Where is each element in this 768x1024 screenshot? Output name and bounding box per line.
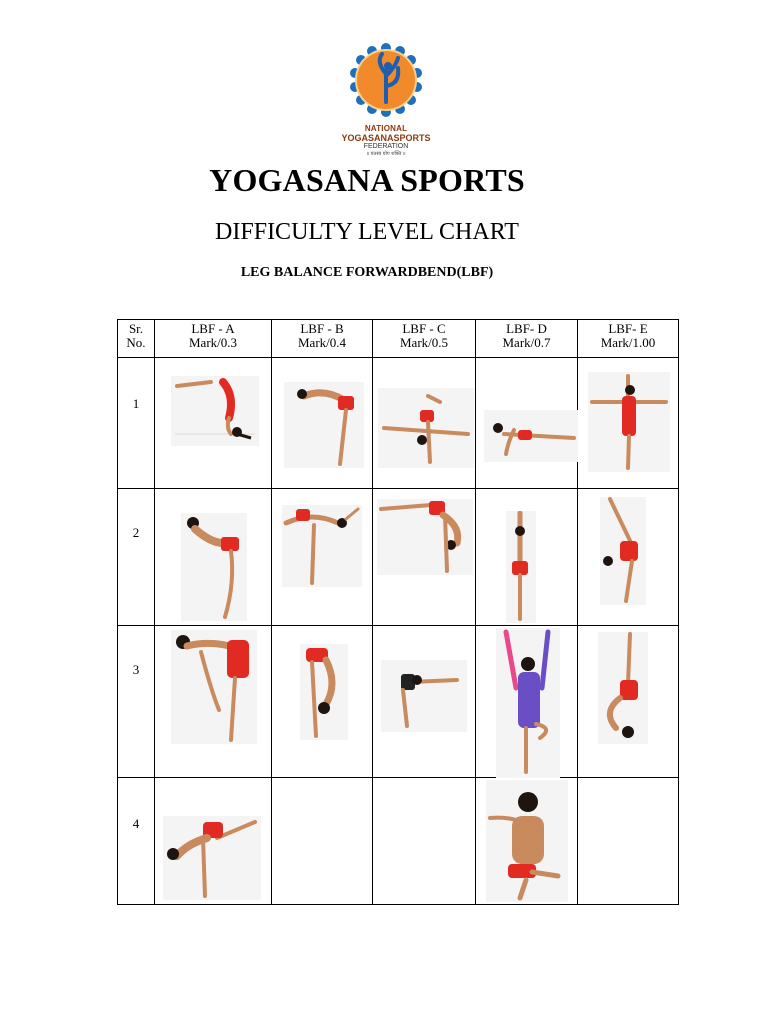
pose-photo (171, 630, 257, 744)
page-subtitle: DIFFICULTY LEVEL CHART (215, 219, 519, 245)
pose-photo (496, 628, 560, 778)
pose-cell (476, 778, 578, 905)
column-mark: Mark/0.7 (502, 335, 551, 350)
pose-photo (600, 497, 646, 605)
column-mark: Mark/0.4 (297, 335, 347, 350)
logo-text-federation: FEDERATION (363, 143, 409, 150)
column-mark: Mark/0.3 (188, 335, 238, 350)
pose-cell-empty (578, 778, 679, 905)
table-row (118, 778, 679, 905)
column-header-lbf-e (578, 320, 679, 358)
column-label: LBF- E (608, 321, 648, 336)
row-number: 4 (132, 816, 140, 831)
pose-cell (272, 626, 373, 778)
table-row (118, 358, 679, 489)
pose-cell (373, 489, 476, 626)
pose-photo (300, 644, 348, 740)
pose-cell (155, 626, 272, 778)
table-row (118, 489, 679, 626)
pose-cell (272, 489, 373, 626)
pose-photo (378, 388, 474, 468)
pose-cell (155, 778, 272, 905)
pose-cell (155, 489, 272, 626)
pose-photo (588, 372, 670, 472)
logo-motto: ॥ यतस्य योग शक्ति ॥ (366, 151, 406, 157)
row-number-cell (118, 778, 155, 905)
pose-cell (373, 358, 476, 489)
pose-photo (381, 660, 467, 732)
pose-photo (171, 376, 259, 446)
pose-cell (155, 358, 272, 489)
column-label: LBF - C (402, 321, 446, 336)
pose-photo (163, 816, 261, 900)
pose-cell (578, 626, 679, 778)
row-number-cell (118, 489, 155, 626)
pose-cell (476, 626, 578, 778)
row-number: 2 (132, 525, 140, 540)
logo-text-national: NATIONAL (364, 124, 408, 133)
row-number: 1 (132, 396, 140, 411)
row-number-cell (118, 358, 155, 489)
pose-photo (181, 513, 247, 621)
pose-photo (377, 499, 473, 575)
sr-header-line1: Sr. (128, 321, 144, 336)
column-header-lbf-d (476, 320, 578, 358)
column-label: LBF- D (506, 321, 547, 336)
pose-photo (486, 780, 568, 902)
column-header-lbf-a (155, 320, 272, 358)
pose-photo (282, 505, 362, 587)
pose-photo (284, 382, 364, 468)
pose-cell (476, 358, 578, 489)
column-header-lbf-b (272, 320, 373, 358)
pose-cell-empty (373, 778, 476, 905)
pose-cell (272, 358, 373, 489)
row-number-cell (118, 626, 155, 778)
pose-cell-empty (272, 778, 373, 905)
sr-no-header (118, 320, 155, 358)
pose-cell (373, 626, 476, 778)
difficulty-table (117, 319, 679, 905)
section-heading: LEG BALANCE FORWARDBEND(LBF) (240, 265, 494, 280)
table-row (118, 626, 679, 778)
pose-cell (578, 489, 679, 626)
pose-cell (578, 358, 679, 489)
column-mark: Mark/1.00 (600, 335, 656, 350)
column-mark: Mark/0.5 (399, 335, 449, 350)
pose-photo (598, 632, 648, 744)
logo-text-yogasanasports: YOGASANASPORTS (341, 133, 431, 143)
pose-photo (506, 511, 536, 623)
pose-photo (484, 410, 578, 462)
column-label: LBF - A (191, 321, 235, 336)
column-label: LBF - B (300, 321, 344, 336)
pose-cell (476, 489, 578, 626)
table-header-row (118, 320, 679, 358)
row-number: 3 (132, 662, 140, 677)
page-title: YOGASANA SPORTS (209, 162, 525, 198)
column-header-lbf-c (373, 320, 476, 358)
sr-header-line2: No. (126, 335, 146, 350)
